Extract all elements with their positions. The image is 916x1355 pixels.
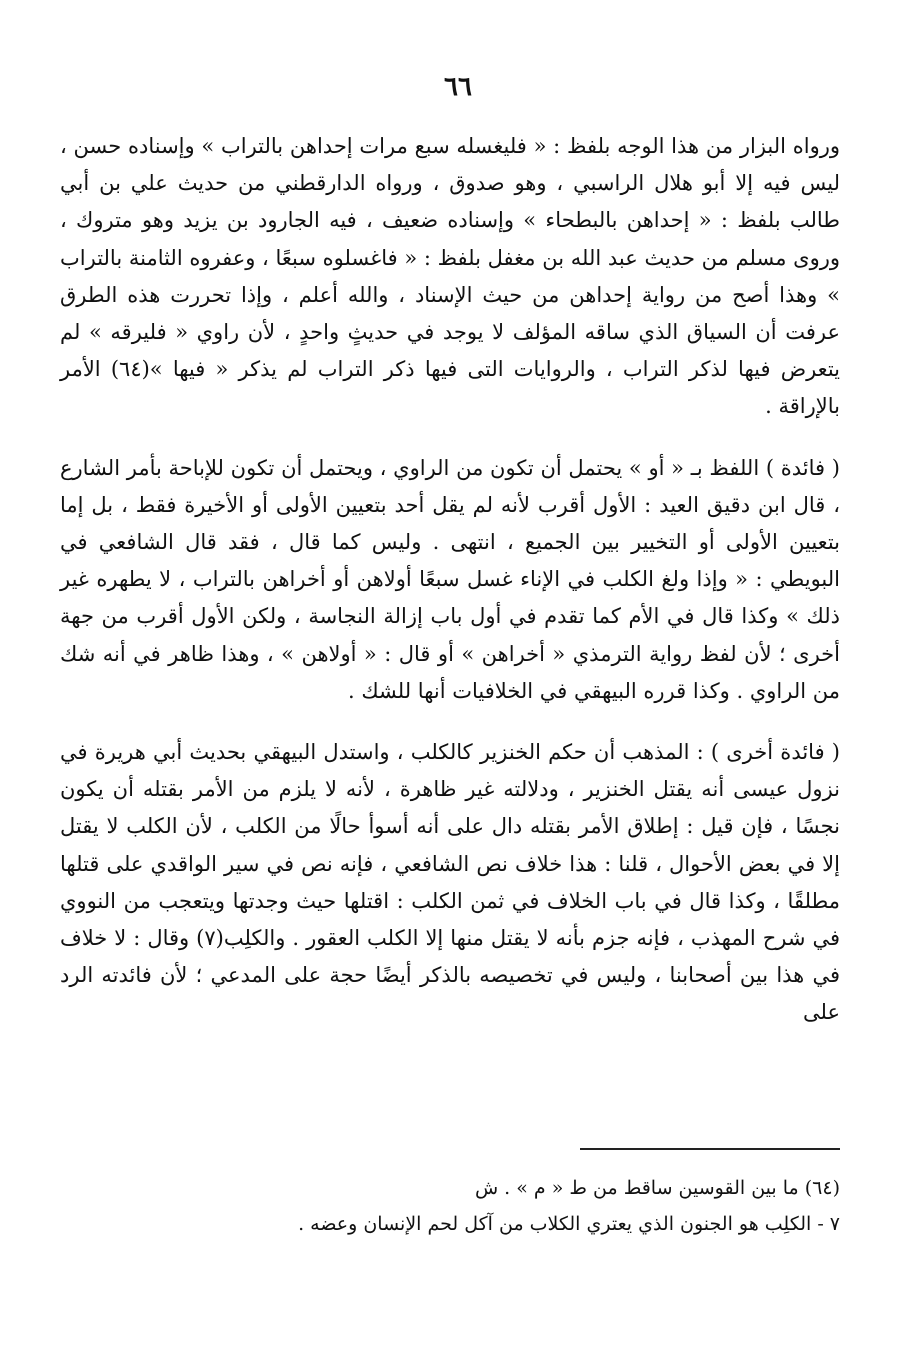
- main-text: [60, 128, 840, 1056]
- page-number: ٦٦: [444, 72, 472, 102]
- footnote-64: (٦٤) ما بين القوسين ساقط من ط « م » . ش: [474, 1177, 840, 1199]
- footnotes: [60, 1170, 840, 1242]
- paragraph-2: ( فائدة ) اللفظ بـ « أو » يحتمل أن تكون من الراوي ، ويحتمل أن تكون للإباحة بأمر الشارع ، قال ابن دقيق العيد : الأول أقرب لأنه لم يقل أحد بتعيين الأولى أو الأخيرة فقط ، بل إما بتعيين الأولى أو التخيير بين الجميع ، انتهى . وليس كما قال ، فقد قال الشافعي في البويطي : « وإذا ولغ الكلب في الإناء غسل سبعًا أولاهن أو أخراهن بالتراب ، لا يطهره غير ذلك » وكذا قال في الأم كما تقدم في أول باب إزالة النجاسة ، ولكن الأول أقرب من جهة أخرى ؛ لأن لفظ رواية الترمذي « أخراهن » أو قال : « أولاهن » ، وهذا ظاهر في أنه شك من الراوي . وكذا قرره البيهقي في الخلافيات أنها للشك .: [60, 455, 840, 703]
- footnote-7: ٧ - الكلِب هو الجنون الذي يعتري الكلاب من آكل لحم الإنسان وعضه .: [298, 1213, 840, 1235]
- paragraph-3: ( فائدة أخرى ) : المذهب أن حكم الخنزير كالكلب ، واستدل البيهقي بحديث أبي هريرة في نزول عيسى أنه يقتل الخنزير ، ودلالته غير ظاهرة ، لأنه لا يلزم من الأمر بقتله أن يكون نجسًا ، فإن قيل : إطلاق الأمر بقتله دال على أنه أسوأ حالًا من الكلب ، لأن الكلب لا يقتل إلا في بعض الأحوال ، قلنا : هذا خلاف نص الشافعي ، فإنه نص في سير الواقدي على قتلها مطلقًا ، وكذا قال في باب الخلاف في ثمن الكلب : اقتلها حيث وجدتها ويتعجب من النووي في شرح المهذب ، فإنه جزم بأنه لا يقتل منها إلا الكلب العقور . والكلِب(٧) وقال : لا خلاف في هذا بين أصحابنا ، وليس في تخصيصه بالذكر أيضًا حجة على المدعي ؛ لأن فائدته الرد على: [60, 740, 840, 1025]
- footnote-divider: [580, 1148, 840, 1150]
- paragraph-1: ورواه البزار من هذا الوجه بلفظ : « فليغسله سبع مرات إحداهن بالتراب » وإسناده حسن ، ليس فيه إلا أبو هلال الراسبي ، وهو صدوق ، ورواه الدارقطني من حديث علي بن أبي طالب بلفظ : « إحداهن بالبطحاء » وإسناده ضعيف ، فيه الجارود بن يزيد وهو متروك ، وروى مسلم من حديث عبد الله بن مغفل بلفظ : « فاغسلوه سبعًا ، وعفروه الثامنة بالتراب » وهذا أصح من رواية إحداهن من حيث الإسناد ، والله أعلم ، وإذا تحررت هذه الطرق عرفت أن السياق الذي ساقه المؤلف لا يوجد في حديثٍ واحدٍ ، لأن راوي « فليرقه » لم يتعرض فيها لذكر التراب ، والروايات التى فيها ذكر التراب لم يذكر « فيها »(٦٤) الأمر بالإراقة .: [60, 134, 840, 419]
